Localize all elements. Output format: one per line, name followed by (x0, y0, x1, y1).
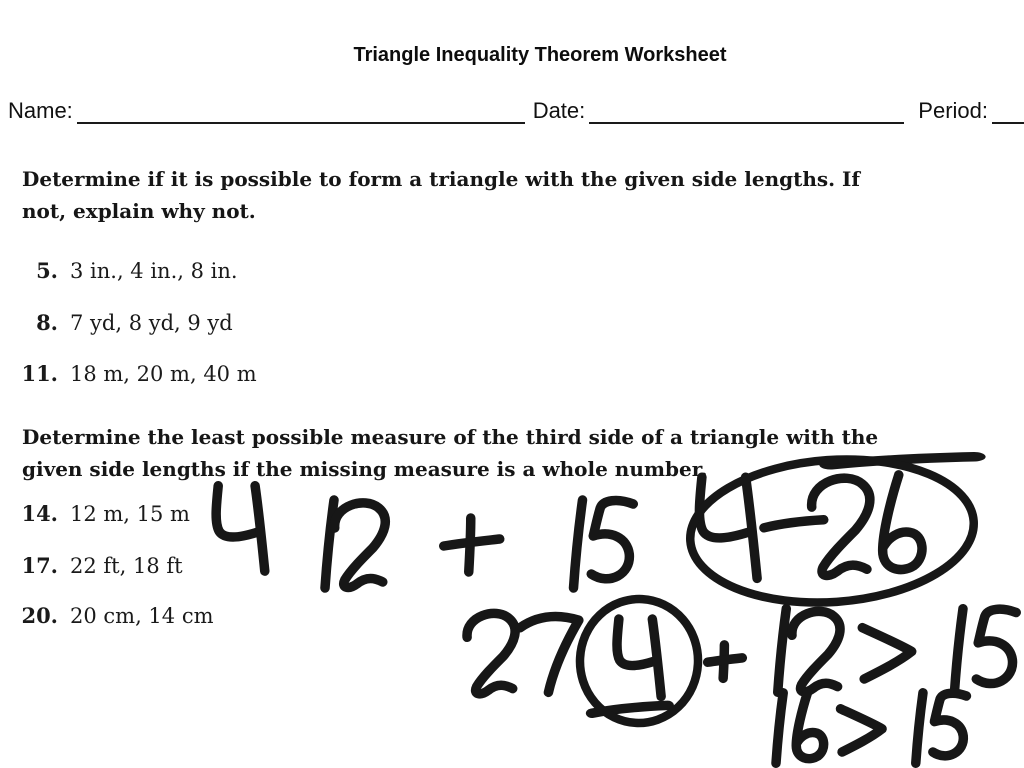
name-blank-line (77, 100, 525, 124)
name-label: Name: (8, 98, 73, 123)
problem-number: 8. (36, 310, 58, 335)
problem-text: 12 m, 15 m (70, 502, 190, 526)
period-blank-line (992, 100, 1024, 124)
problem-text: 3 in., 4 in., 8 in. (70, 259, 238, 283)
problem-row (18, 553, 183, 578)
date-blank-line (589, 100, 904, 124)
circled-4-digit (617, 619, 661, 696)
problem-number: 11. (21, 361, 58, 386)
answer-range-4-26 (699, 475, 922, 579)
period-label: Period: (918, 98, 988, 123)
work-12-plus-15 (325, 500, 633, 588)
problem-text: 22 ft, 18 ft (70, 554, 183, 578)
circle-around-4 (577, 596, 701, 726)
problem-row (18, 258, 238, 283)
date-label: Date: (532, 98, 586, 123)
name-date-period-row (8, 98, 1024, 124)
work-27 (467, 613, 579, 693)
work-16-gt-15 (776, 693, 966, 763)
problem-text: 7 yd, 8 yd, 9 yd (70, 311, 233, 335)
problem-row (18, 310, 233, 335)
problem-text: 20 cm, 14 cm (70, 604, 214, 628)
instruction-line: given side lengths if the missing measure is a whole number. (22, 457, 708, 481)
pen-retrace-bottom (592, 705, 668, 713)
instruction-line: not, explain why not. (22, 199, 256, 223)
worksheet-title: Triangle Inequality Theorem Worksheet (353, 44, 727, 66)
problem-row (18, 501, 190, 526)
problem-row (18, 603, 214, 628)
problem-number: 5. (36, 258, 58, 283)
problem-number: 20. (21, 603, 58, 628)
answer-4 (216, 486, 265, 571)
problem-text: 18 m, 20 m, 40 m (70, 362, 257, 386)
section1-instructions (22, 163, 962, 227)
instruction-line: Determine the least possible measure of the third side of a triangle with the (22, 425, 879, 449)
instruction-line: Determine if it is possible to form a triangle with the given side lengths. If (22, 167, 861, 191)
section2-instructions (22, 421, 962, 485)
work-12-gt-15 (778, 609, 1016, 693)
problem-row (18, 361, 257, 386)
problem-number: 14. (21, 501, 58, 526)
plus-sign (708, 645, 743, 678)
problem-number: 17. (21, 553, 58, 578)
